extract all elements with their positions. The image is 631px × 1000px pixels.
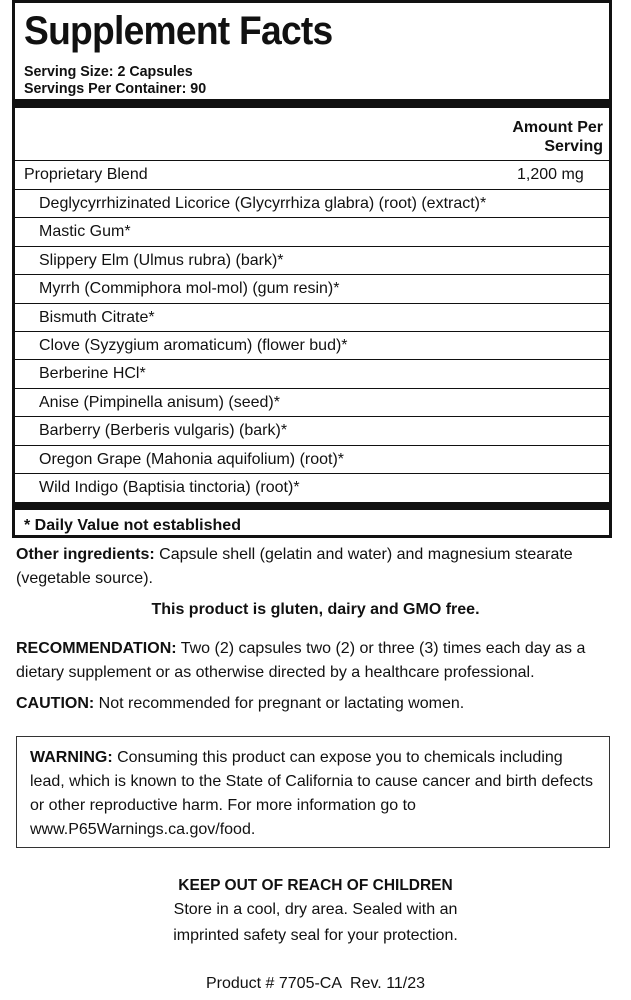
warning-text: Consuming this product can expose you to chemicals including lead, which is known to the State of California to cause cancer and birth defects or other reproductive harm. For more information go to www.P65Warnings.ca.gov/food. [30, 749, 593, 838]
ingredient-row [15, 446, 609, 474]
blend-amount: 1,200 mg [517, 166, 584, 183]
caution-label: CAUTION: [16, 695, 95, 712]
serving-size: Serving Size: 2 Capsules [24, 63, 193, 80]
ingredient-name: Myrrh (Commiphora mol-mol) (gum resin)* [39, 280, 340, 298]
ingredient-name: Wild Indigo (Baptisia tinctoria) (root)* [39, 478, 300, 496]
blend-name: Proprietary Blend [24, 166, 148, 183]
ingredient-row [15, 218, 609, 246]
ingredient-row [15, 360, 609, 388]
ingredient-row [15, 304, 609, 332]
prop65-warning-box [16, 736, 610, 848]
recommendation [16, 637, 616, 685]
ingredient-name: Berberine HCl* [39, 365, 146, 383]
warning-label: WARNING: [30, 749, 113, 766]
other-ingredients [16, 543, 616, 591]
supplement-facts-panel [12, 0, 612, 538]
ingredient-name: Clove (Syzygium aromaticum) (flower bud)* [39, 336, 348, 354]
servings-per-container: Servings Per Container: 90 [24, 80, 207, 97]
ingredient-name: Bismuth Citrate* [39, 308, 155, 326]
storage-line-1: Store in a cool, dry area. Sealed with an [173, 901, 458, 918]
ingredient-row [15, 417, 609, 445]
caution-text: Not recommended for pregnant or lactating women. [94, 695, 465, 712]
ingredient-row [15, 190, 609, 218]
blend-row [15, 161, 609, 190]
caution [16, 692, 616, 716]
warning [30, 746, 596, 842]
ingredient-name: Mastic Gum* [39, 223, 131, 241]
keep-out-of-reach: KEEP OUT OF REACH OF CHILDREN [178, 877, 453, 894]
ingredient-name: Barberry (Berberis vulgaris) (bark)* [39, 422, 288, 440]
ingredient-name: Oregon Grape (Mahonia aquifolium) (root)* [39, 450, 345, 468]
thick-divider-top [15, 99, 609, 108]
ingredient-row [15, 474, 609, 502]
other-ingredients-label: Other ingredients: [16, 546, 155, 563]
ingredient-row [15, 332, 609, 360]
ingredient-row [15, 247, 609, 275]
ingredient-name: Slippery Elm (Ulmus rubra) (bark)* [39, 251, 284, 269]
other-ingredients-text: Capsule shell (gelatin and water) and magnesium stearate (vegetable source). [16, 546, 573, 587]
daily-value-note: * Daily Value not established [24, 517, 241, 534]
amount-per-serving-header: Amount Per Serving [512, 119, 603, 155]
product-number: Product # 7705-CA Rev. 11/23 [205, 975, 426, 992]
recommendation-text: Two (2) capsules two (2) or three (3) times each day as a dietary supplement or as otherwise directed by a healthcare professional. [16, 640, 586, 681]
ingredient-name: Deglycyrrhizinated Licorice (Glycyrrhiza glabra) (root) (extract)* [39, 195, 487, 212]
storage-line-2: imprinted safety seal for your protection. [173, 927, 458, 944]
recommendation-label: RECOMMENDATION: [16, 640, 177, 657]
ingredient-list [15, 190, 609, 502]
ingredient-row [15, 389, 609, 417]
panel-title: Supplement Facts [24, 9, 333, 53]
allergen-free-statement: This product is gluten, dairy and GMO free. [151, 601, 480, 618]
ingredient-row [15, 275, 609, 303]
ingredient-name: Anise (Pimpinella anisum) (seed)* [39, 393, 280, 411]
thick-divider-bottom [15, 502, 609, 510]
